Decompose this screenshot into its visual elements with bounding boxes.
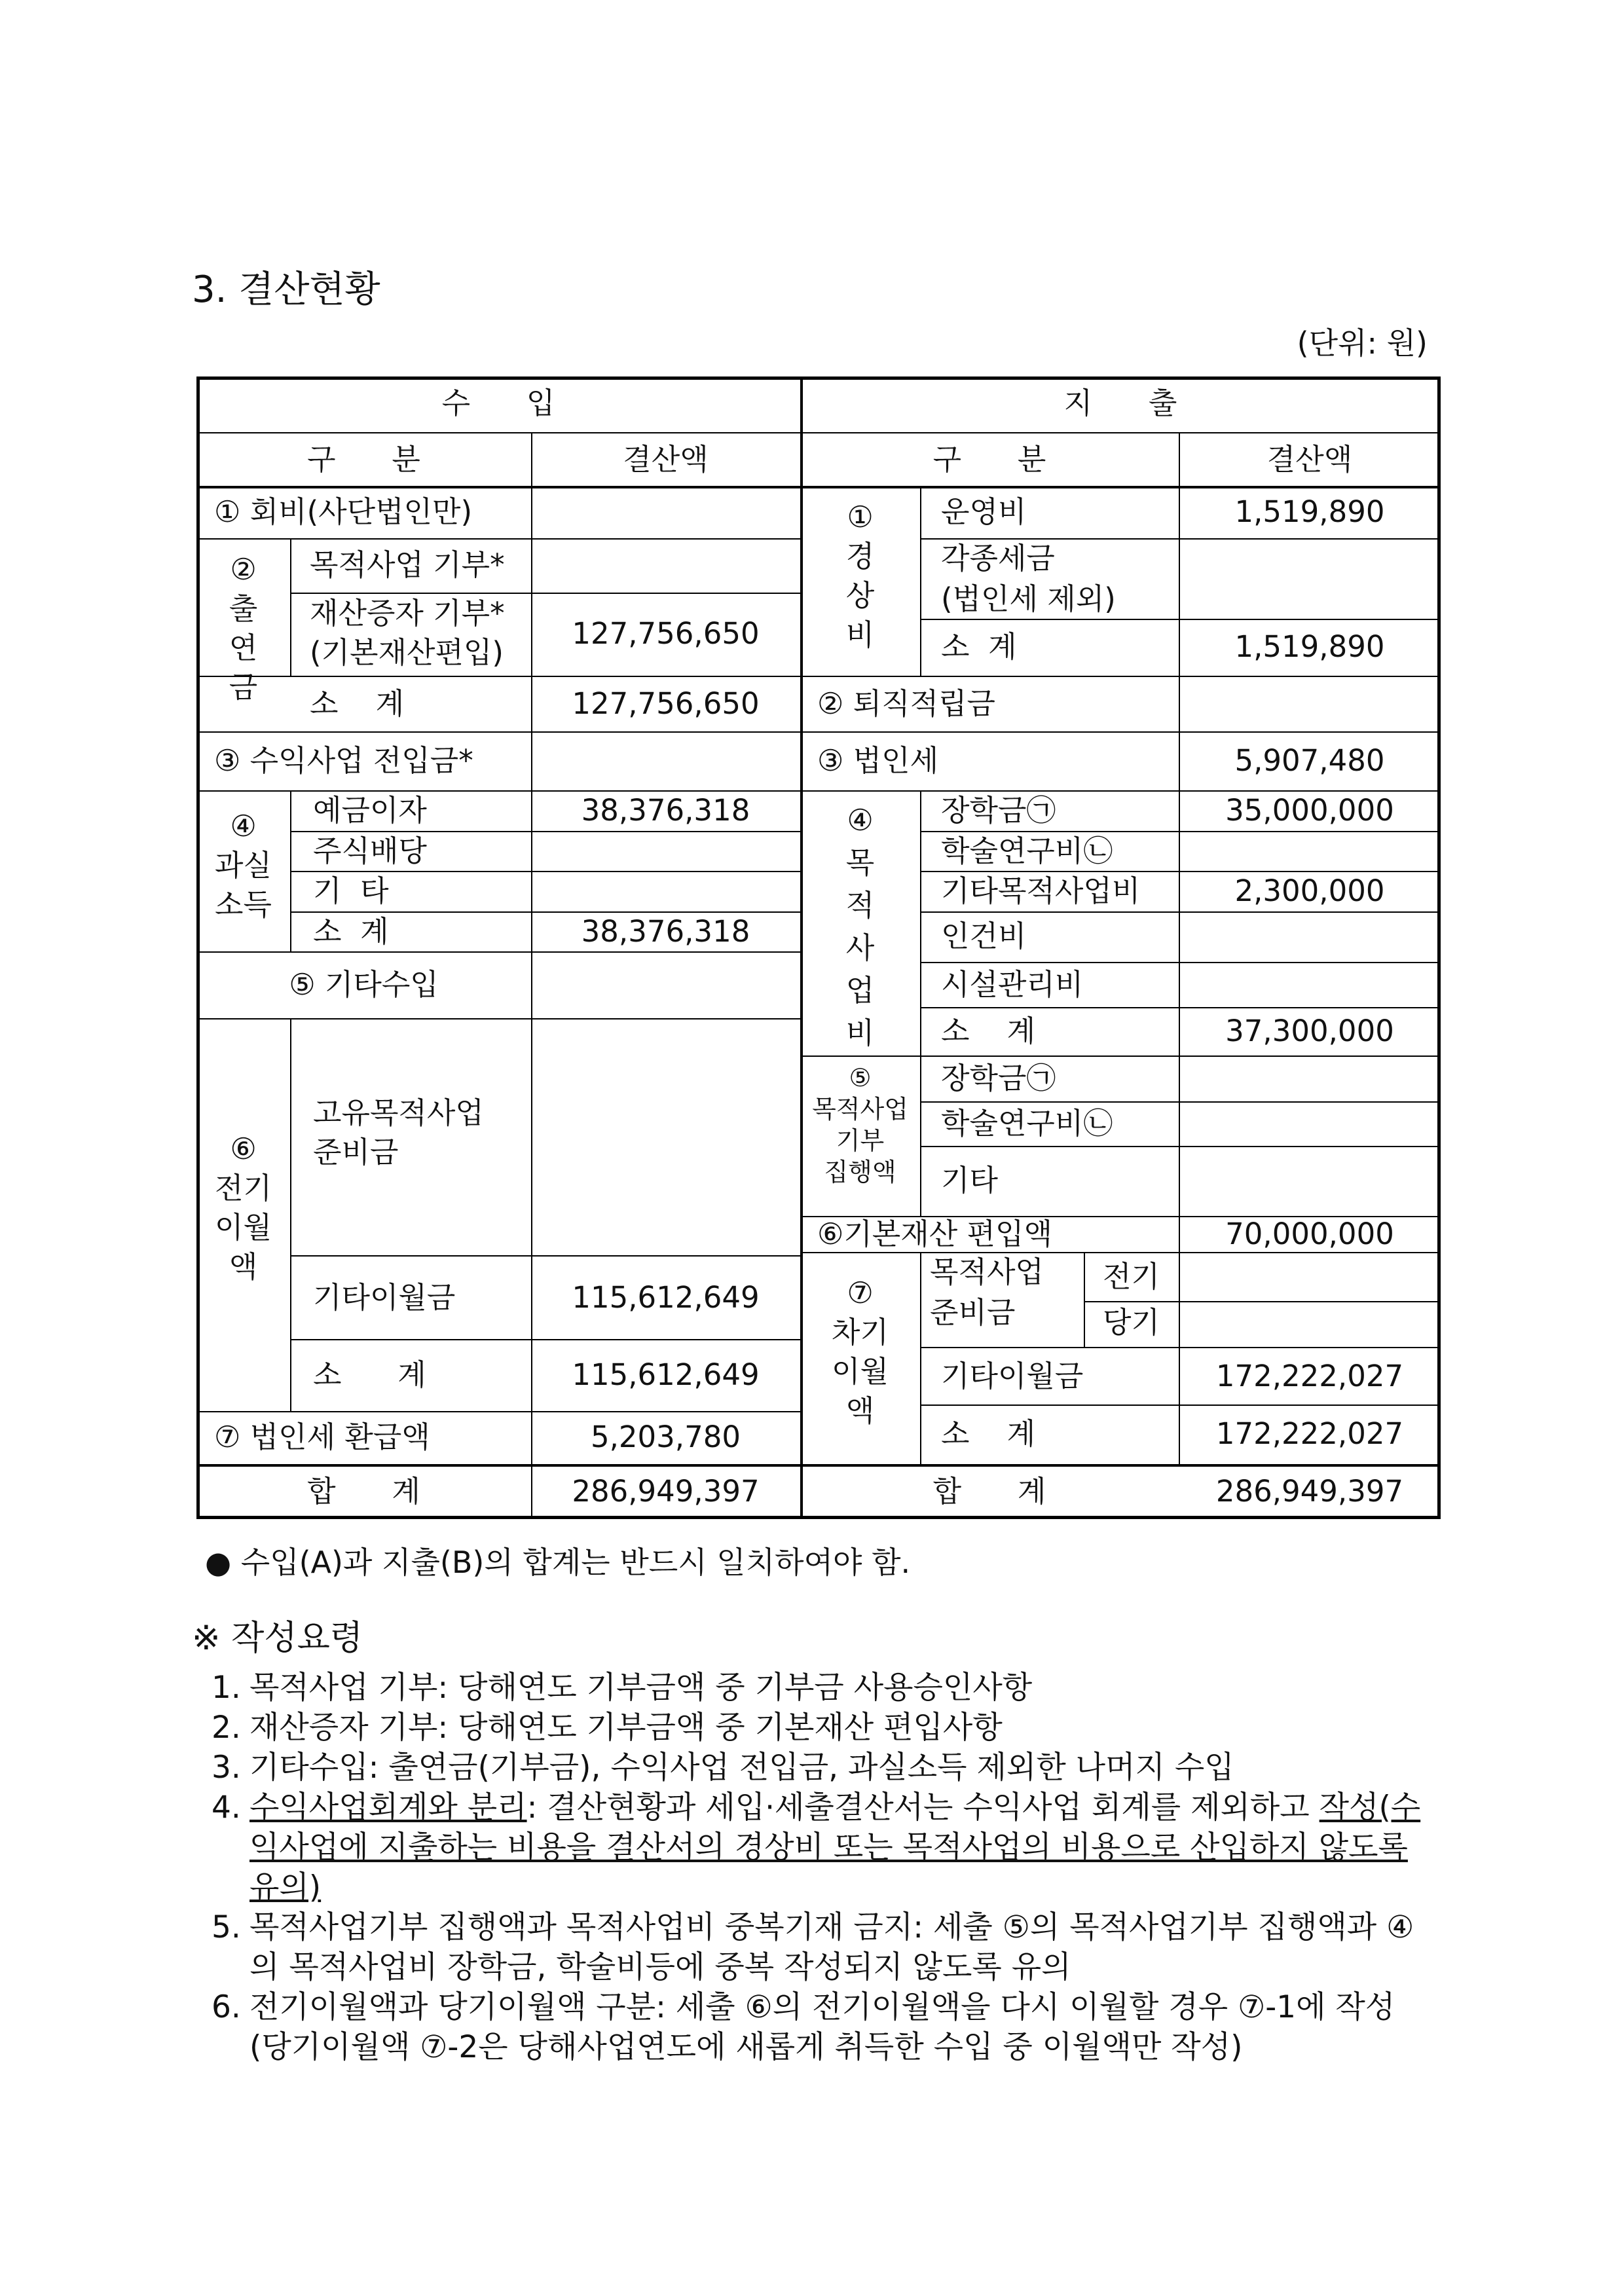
income-interest: 예금이자 bbox=[313, 793, 427, 828]
income-carry-subtotal-label: 소 계 bbox=[313, 1357, 426, 1392]
income-fruit-other: 기 타 bbox=[313, 873, 389, 908]
expense-prev-year: 전기 bbox=[1103, 1259, 1160, 1294]
income-other: ⑤ 기타수입 bbox=[289, 967, 439, 1002]
expense-purpose-group: ④ 목 적 사 업 비 bbox=[845, 803, 875, 1050]
expense-don-scholarship: 장학금㉠ bbox=[941, 1061, 1056, 1095]
expense-personnel: 인건비 bbox=[941, 919, 1027, 953]
expense-col-category: 구 분 bbox=[932, 442, 1046, 477]
income-contrib-property-amount: 127,756,650 bbox=[572, 616, 760, 651]
expense-scholarship: 장학금㉠ bbox=[941, 793, 1056, 828]
unit-label: (단위: 원) bbox=[1297, 325, 1428, 361]
income-contrib-purpose: 목적사업 기부* bbox=[310, 547, 505, 582]
expense-scholarship-amount: 35,000,000 bbox=[1225, 793, 1394, 828]
expense-purpose-subtotal: 37,300,000 bbox=[1225, 1014, 1394, 1048]
guide-item: 5. 목적사업기부 집행액과 목적사업비 중복기재 금지: 세출 ⑤의 목적사업기부 집행액과 ④의 목적사업비 장학금, 학술비등에 중복 작성되지 않도록 유의 bbox=[212, 1909, 1414, 1985]
expense-severance: ② 퇴직적립금 bbox=[817, 686, 995, 721]
guide-item: 4. 수익사업회계와 분리: 결산현황과 세입·세출결산서는 수익사업 회계를 제외하고 작성(수익사업에 지출하는 비용을 결산서의 경상비 또는 목적사업의 비용으로 산입하지 않도록 유의) bbox=[212, 1790, 1421, 1905]
income-profit-transfer: ③ 수익사업 전입금* bbox=[214, 743, 473, 778]
expense-corp-tax-amount: 5,907,480 bbox=[1234, 743, 1385, 778]
income-contrib-property: 재산증자 기부* (기본재산편입) bbox=[310, 596, 505, 670]
expense-next-other: 기타이월금 bbox=[941, 1359, 1084, 1393]
income-tax-refund: ⑦ 법인세 환급액 bbox=[214, 1420, 430, 1454]
expense-operating: 운영비 bbox=[941, 494, 1027, 529]
expense-purpose-subtotal-label: 소 계 bbox=[941, 1014, 1036, 1048]
income-contrib-subtotal-label: 소 계 bbox=[310, 686, 405, 721]
income-fruit-group: ④ 과실 소득 bbox=[215, 809, 272, 922]
expense-op-subtotal-label: 소 계 bbox=[941, 629, 1017, 664]
expense-op-group: ① 경 상 비 bbox=[845, 500, 875, 652]
expense-next-subtotal-label: 소 계 bbox=[941, 1416, 1036, 1451]
page-title: 3. 결산현황 bbox=[192, 268, 380, 311]
guide-heading: ※ 작성요령 bbox=[192, 1619, 363, 1658]
expense-don-other: 기타 bbox=[941, 1163, 998, 1198]
income-total-label: 합 계 bbox=[307, 1474, 420, 1509]
income-tax-refund-amount: 5,203,780 bbox=[590, 1420, 741, 1454]
expense-other-purpose: 기타목적사업비 bbox=[941, 873, 1141, 908]
income-fruit-subtotal-label: 소 계 bbox=[313, 914, 389, 949]
expense-operating-amount: 1,519,890 bbox=[1234, 494, 1385, 529]
income-carry-other-amount: 115,612,649 bbox=[572, 1280, 760, 1315]
income-carry-other: 기타이월금 bbox=[313, 1280, 456, 1315]
expense-header: 지 출 bbox=[1063, 386, 1177, 420]
guide-item: 6. 전기이월액과 당기이월액 구분: 세출 ⑥의 전기이월액을 다시 이월할 경우 ⑦-1에 작성(당기이월액 ⑦-2은 당해사업연도에 새롭게 취득한 수입 중 이월액만 작성) bbox=[212, 1989, 1395, 2065]
income-total: 286,949,397 bbox=[572, 1474, 760, 1509]
guide-item: 2. 재산증자 기부: 당해연도 기부금액 중 기본재산 편입사항 bbox=[212, 1710, 1003, 1746]
guide-item: 1. 목적사업 기부: 당해연도 기부금액 중 기부금 사용승인사항 bbox=[212, 1670, 1033, 1706]
income-col-amount: 결산액 bbox=[623, 442, 709, 477]
expense-op-subtotal: 1,519,890 bbox=[1234, 629, 1385, 664]
expense-next-other-amount: 172,222,027 bbox=[1215, 1359, 1404, 1393]
expense-next-subtotal: 172,222,027 bbox=[1215, 1416, 1404, 1451]
expense-taxes: 각종세금 (법인세 제외) bbox=[941, 541, 1116, 616]
expense-other-purpose-amount: 2,300,000 bbox=[1234, 873, 1385, 908]
expense-this-year: 당기 bbox=[1103, 1305, 1160, 1340]
income-dividend: 주식배당 bbox=[313, 834, 427, 868]
guide-item: 3. 기타수입: 출연금(기부금), 수익사업 전입금, 과실소득 제외한 나머지 수입 bbox=[212, 1750, 1234, 1786]
income-contrib-group: ② 출 연 금 bbox=[229, 552, 258, 705]
expense-corp-tax: ③ 법인세 bbox=[817, 743, 939, 778]
expense-endowment: ⑥기본재산 편입액 bbox=[817, 1217, 1052, 1251]
expense-facility: 시설관리비 bbox=[941, 967, 1084, 1002]
income-fruit-subtotal: 38,376,318 bbox=[581, 914, 750, 949]
expense-endowment-amount: 70,000,000 bbox=[1225, 1217, 1394, 1251]
expense-col-amount: 결산액 bbox=[1266, 442, 1353, 477]
expense-next-reserve: 목적사업 준비금 bbox=[930, 1255, 1044, 1330]
income-header: 수 입 bbox=[441, 386, 555, 420]
expense-don-research: 학술연구비㉡ bbox=[941, 1106, 1113, 1141]
writing-guide bbox=[192, 1619, 1436, 2067]
income-carry-subtotal: 115,612,649 bbox=[572, 1357, 760, 1392]
income-col-category: 구 분 bbox=[307, 442, 420, 477]
income-carry-group: ⑥ 전기 이월 액 bbox=[215, 1131, 272, 1284]
expense-total-label: 합 계 bbox=[932, 1474, 1046, 1509]
income-contrib-subtotal: 127,756,650 bbox=[572, 686, 760, 721]
expense-research: 학술연구비㉡ bbox=[941, 834, 1113, 868]
expense-total: 286,949,397 bbox=[1215, 1474, 1404, 1509]
income-fees: ① 회비(사단법인만) bbox=[214, 494, 473, 529]
expense-next-group: ⑦ 차기 이월 액 bbox=[832, 1276, 889, 1428]
balance-note: ● 수입(A)과 지출(B)의 합계는 반드시 일치하여야 함. bbox=[205, 1545, 911, 1580]
expense-donation-group: ⑤ 목적사업 기부 집행액 bbox=[812, 1063, 908, 1186]
income-interest-amount: 38,376,318 bbox=[581, 793, 750, 828]
income-reserve: 고유목적사업 준비금 bbox=[313, 1095, 484, 1169]
